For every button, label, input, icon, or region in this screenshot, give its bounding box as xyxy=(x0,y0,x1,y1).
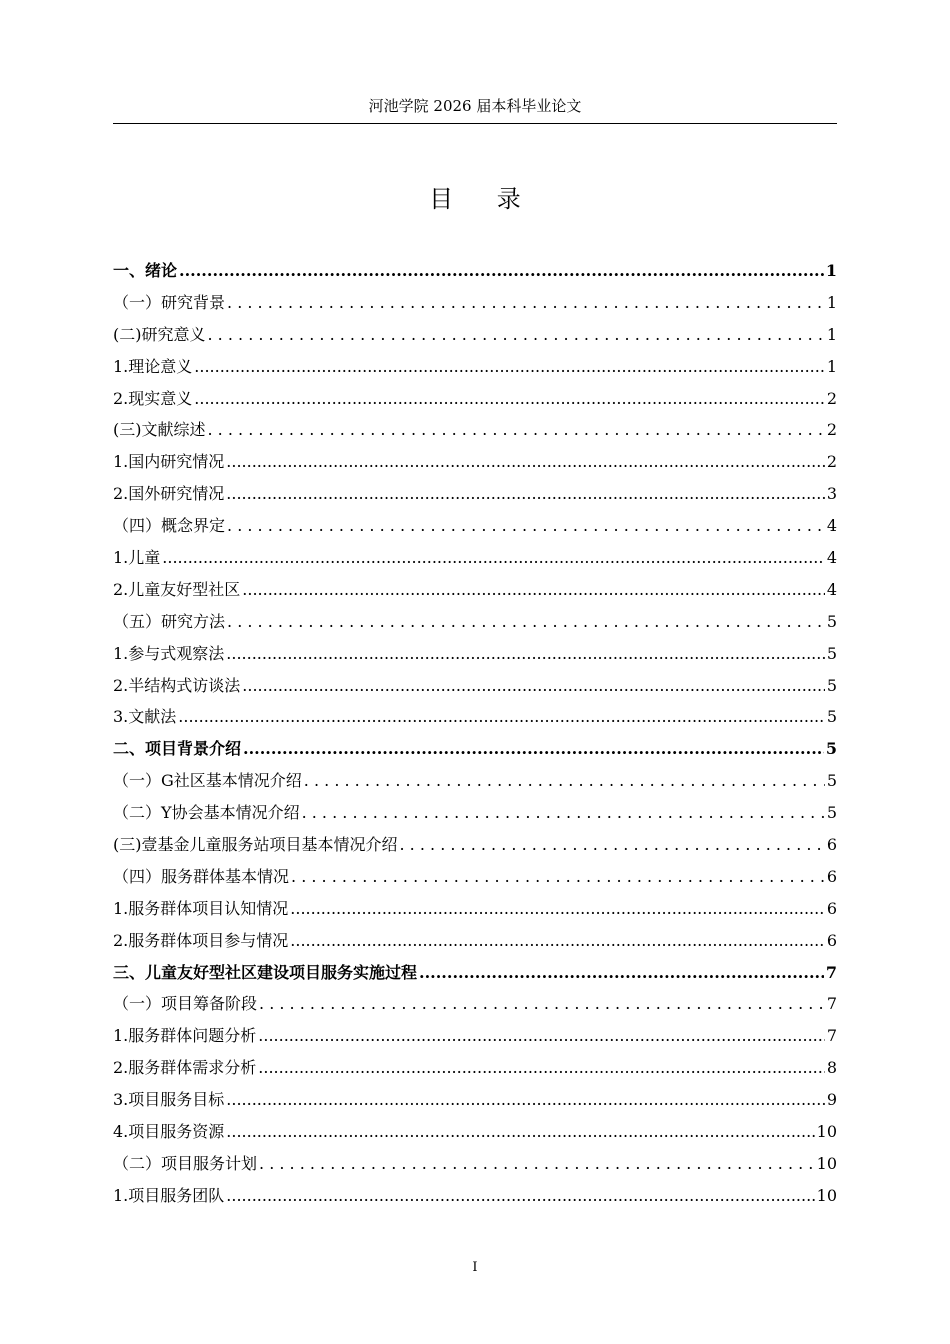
toc-dot-leader xyxy=(242,574,825,606)
toc-dot-leader xyxy=(194,351,825,383)
toc-entry[interactable] xyxy=(113,925,837,957)
toc-entry-label: 2.服务群体项目参与情况 xyxy=(113,930,289,950)
toc-dot-leader xyxy=(194,383,825,415)
toc-entry-label: 4.项目服务资源 xyxy=(113,1122,225,1142)
toc-entry[interactable] xyxy=(113,701,837,733)
toc-entry[interactable] xyxy=(113,414,837,446)
toc-dot-leader xyxy=(304,765,825,797)
toc-dot-leader xyxy=(208,414,825,446)
toc-entry[interactable] xyxy=(113,1052,837,1084)
toc-entry-label: 1.国内研究情况 xyxy=(113,452,225,472)
toc-dot-leader xyxy=(258,1020,825,1052)
toc-entry-page: 1 xyxy=(826,356,837,376)
toc-entry[interactable] xyxy=(113,670,837,702)
toc-entry[interactable] xyxy=(113,287,837,319)
toc-entry-page: 1 xyxy=(826,292,837,312)
toc-entry-page: 10 xyxy=(816,1185,837,1205)
toc-entry-page: 5 xyxy=(826,675,837,695)
toc-entry-page: 6 xyxy=(826,866,837,886)
toc-dot-leader xyxy=(258,1052,825,1084)
toc-entry-label: 1.儿童 xyxy=(113,548,161,568)
toc-entry-label: 3.项目服务目标 xyxy=(113,1090,225,1110)
toc-entry[interactable] xyxy=(113,574,837,606)
toc-dot-leader xyxy=(227,510,825,542)
toc-entry-label: 1.服务群体问题分析 xyxy=(113,1026,257,1046)
toc-entry-page: 5 xyxy=(825,739,837,759)
toc-entry-page: 2 xyxy=(826,388,837,408)
toc-dot-leader xyxy=(400,829,825,861)
toc-entry-page: 2 xyxy=(826,452,837,472)
toc-entry[interactable] xyxy=(113,542,837,574)
toc-entry[interactable] xyxy=(113,1180,837,1212)
toc-entry-label: 1.服务群体项目认知情况 xyxy=(113,898,289,918)
toc-entry[interactable] xyxy=(113,638,837,670)
toc-entry[interactable] xyxy=(113,319,837,351)
toc-dot-leader xyxy=(178,701,825,733)
toc-dot-leader xyxy=(243,733,824,765)
toc-entry-label: 三、儿童友好型社区建设项目服务实施过程 xyxy=(113,962,418,982)
toc-entry-label: 2.现实意义 xyxy=(113,388,193,408)
toc-entry[interactable] xyxy=(113,383,837,415)
toc-entry-page: 8 xyxy=(826,1058,837,1078)
toc-entry-label: （一）研究背景 xyxy=(113,292,226,312)
toc-dot-leader xyxy=(291,861,825,893)
toc-entry-label: (二)研究意义 xyxy=(113,324,206,344)
toc-dot-leader xyxy=(227,606,825,638)
page-header: 河池学院 2026 届本科毕业论文 xyxy=(113,96,837,124)
toc-entry-page: 6 xyxy=(826,835,837,855)
toc-entry-page: 4 xyxy=(826,579,837,599)
toc-entry-label: （二）Y协会基本情况介绍 xyxy=(113,803,300,823)
toc-entry[interactable] xyxy=(113,1020,837,1052)
toc-entry[interactable] xyxy=(113,478,837,510)
toc-entry[interactable] xyxy=(113,1116,837,1148)
toc-dot-leader xyxy=(226,446,825,478)
toc-entry-label: (三)壹基金儿童服务站项目基本情况介绍 xyxy=(113,835,398,855)
toc-entry-page: 4 xyxy=(826,548,837,568)
toc-entry-page: 5 xyxy=(826,803,837,823)
toc-entry[interactable] xyxy=(113,733,837,765)
toc-entry-label: 一、绪论 xyxy=(113,261,178,280)
toc-entry-page: 5 xyxy=(826,643,837,663)
toc-entry-label: （四）服务群体基本情况 xyxy=(113,866,290,886)
toc-entry[interactable] xyxy=(113,957,837,989)
toc-entry-page: 9 xyxy=(826,1090,837,1110)
page-number: I xyxy=(472,1260,478,1275)
toc-entry-label: （一）项目筹备阶段 xyxy=(113,994,258,1014)
toc-entry-label: （五）研究方法 xyxy=(113,611,226,631)
toc-dot-leader xyxy=(242,670,825,702)
toc-entry-label: 2.服务群体需求分析 xyxy=(113,1058,257,1078)
toc-entry-label: （二）项目服务计划 xyxy=(113,1153,258,1173)
toc-entry[interactable] xyxy=(113,829,837,861)
toc-entry-label: 2.国外研究情况 xyxy=(113,484,225,504)
toc-entry-page: 5 xyxy=(826,611,837,631)
toc-entry-page: 3 xyxy=(826,484,837,504)
toc-entry-label: 1.理论意义 xyxy=(113,356,193,376)
toc-dot-leader xyxy=(227,287,825,319)
toc-entry[interactable] xyxy=(113,255,837,287)
toc-entry-label: 2.儿童友好型社区 xyxy=(113,579,241,599)
toc-entry[interactable] xyxy=(113,765,837,797)
toc-dot-leader xyxy=(179,255,824,287)
toc-dot-leader xyxy=(290,893,825,925)
toc-entry-label: （四）概念界定 xyxy=(113,516,226,536)
toc-dot-leader xyxy=(162,542,825,574)
toc-dot-leader xyxy=(226,1180,814,1212)
toc-entry-page: 6 xyxy=(826,898,837,918)
toc-entry-page: 2 xyxy=(826,420,837,440)
toc-entry-label: 二、项目背景介绍 xyxy=(113,739,242,759)
toc-entry-page: 7 xyxy=(826,994,837,1014)
table-of-contents xyxy=(113,255,837,1212)
toc-entry-label: 2.半结构式访谈法 xyxy=(113,675,241,695)
toc-entry-label: (三)文献综述 xyxy=(113,420,206,440)
toc-entry-page: 1 xyxy=(825,261,837,280)
toc-entry-page: 1 xyxy=(826,324,837,344)
toc-entry-page: 10 xyxy=(816,1153,837,1173)
toc-entry-label: 1.项目服务团队 xyxy=(113,1185,225,1205)
toc-dot-leader xyxy=(226,478,825,510)
toc-entry[interactable] xyxy=(113,893,837,925)
toc-dot-leader xyxy=(290,925,825,957)
toc-entry[interactable] xyxy=(113,606,837,638)
toc-dot-leader xyxy=(419,957,824,989)
toc-dot-leader xyxy=(226,1084,825,1116)
toc-dot-leader xyxy=(226,1116,814,1148)
toc-entry-label: （一）G社区基本情况介绍 xyxy=(113,771,302,791)
toc-dot-leader xyxy=(259,1148,815,1180)
toc-entry-page: 4 xyxy=(826,516,837,536)
toc-entry-page: 5 xyxy=(826,771,837,791)
toc-entry[interactable] xyxy=(113,351,837,383)
toc-entry-page: 6 xyxy=(826,930,837,950)
toc-entry[interactable] xyxy=(113,510,837,542)
toc-entry-page: 10 xyxy=(816,1122,837,1142)
toc-title: 目 录 xyxy=(429,185,539,213)
toc-dot-leader xyxy=(208,319,825,351)
toc-entry-label: 1.参与式观察法 xyxy=(113,643,225,663)
toc-entry[interactable] xyxy=(113,1084,837,1116)
toc-entry[interactable] xyxy=(113,861,837,893)
toc-entry[interactable] xyxy=(113,446,837,478)
toc-entry-page: 7 xyxy=(825,962,837,982)
toc-entry-page: 7 xyxy=(826,1026,837,1046)
toc-entry[interactable] xyxy=(113,1148,837,1180)
toc-dot-leader xyxy=(302,797,825,829)
toc-dot-leader xyxy=(259,988,825,1020)
toc-entry[interactable] xyxy=(113,797,837,829)
toc-entry-label: 3.文献法 xyxy=(113,707,177,727)
toc-entry-page: 5 xyxy=(826,707,837,727)
toc-entry[interactable] xyxy=(113,988,837,1020)
toc-dot-leader xyxy=(226,638,825,670)
